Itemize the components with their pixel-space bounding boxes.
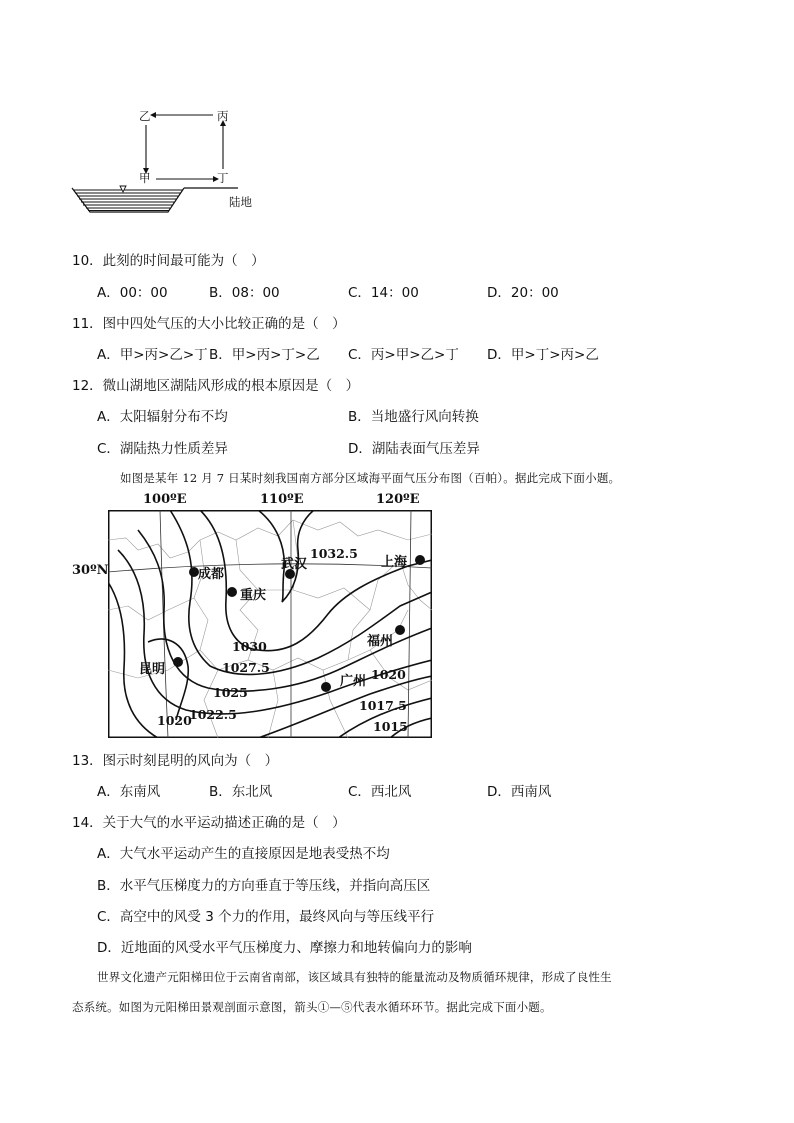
label-land: 陆地	[229, 195, 252, 209]
question-12-stem: 12．微山湖地区湖陆风形成的根本原因是（ ）	[72, 378, 360, 394]
city-label-kunming: 昆明	[139, 662, 166, 677]
question-11-option-b[interactable]: B．甲>丙>丁>乙	[209, 347, 320, 363]
question-14-option-a[interactable]: A．大气水平运动产生的直接原因是地表受热不均	[97, 846, 390, 862]
question-10-option-a[interactable]: A．00：00	[97, 285, 168, 301]
city-label-wuhan: 武汉	[281, 557, 308, 572]
label-bing: 丙	[217, 109, 229, 123]
question-11-option-a[interactable]: A．甲>丙>乙>丁	[97, 347, 208, 363]
isobar-label-1020-east: 1020	[371, 667, 406, 682]
city-label-guangzhou: 广州	[340, 674, 367, 689]
isobar-label-1025: 1025	[213, 685, 248, 700]
question-14-stem: 14．关于大气的水平运动描述正确的是（ ）	[72, 815, 346, 831]
question-13-option-a[interactable]: A．东南风	[97, 784, 161, 800]
city-label-chongqing: 重庆	[240, 588, 267, 603]
question-13-option-c[interactable]: C．西北风	[348, 784, 412, 800]
lon-label-100: 100ºE	[143, 492, 187, 507]
isobar-label-1027-5: 1027.5	[222, 660, 270, 675]
label-ding: 丁	[217, 171, 229, 185]
map-intro-text: 如图是某年 12 月 7 日某时刻我国南方部分区域海平面气压分布图（百帕）。据此完成下面小题。	[120, 471, 621, 485]
question-12-option-b[interactable]: B．当地盛行风向转换	[348, 409, 479, 425]
isobar-label-1020-west: 1020	[157, 713, 192, 728]
question-11-option-d[interactable]: D．甲>丁>丙>乙	[487, 347, 599, 363]
question-12-option-a[interactable]: A．太阳辐射分布不均	[97, 409, 228, 425]
terrace-intro-line-2: 态系统。如图为元阳梯田景观剖面示意图，箭头①—⑤代表水循环环节。据此完成下面小题。	[72, 1000, 552, 1014]
question-12-option-c[interactable]: C．湖陆热力性质差异	[97, 441, 228, 457]
terrace-intro-line-1: 世界文化遗产元阳梯田位于云南省南部，该区域具有独特的能量流动及物质循环规律，形成了良性生	[97, 970, 612, 984]
isobar-label-1022-5: 1022.5	[189, 707, 237, 722]
question-11-stem: 11．图中四处气压的大小比较正确的是（ ）	[72, 316, 346, 332]
lat-label-30n: 30ºN	[72, 563, 109, 578]
question-13-option-d[interactable]: D．西南风	[487, 784, 552, 800]
question-13-stem: 13．图示时刻昆明的风向为（ ）	[72, 753, 279, 769]
isobar-label-1032-5: 1032.5	[310, 546, 358, 561]
question-10-option-d[interactable]: D．20：00	[487, 285, 559, 301]
question-10-option-b[interactable]: B．08：00	[209, 285, 280, 301]
label-jia: 甲	[139, 171, 151, 185]
question-11-option-c[interactable]: C．丙>甲>乙>丁	[348, 347, 459, 363]
isobar-label-1017-5: 1017.5	[359, 698, 407, 713]
question-14-option-b[interactable]: B．水平气压梯度力的方向垂直于等压线，并指向高压区	[97, 878, 431, 894]
question-10-option-c[interactable]: C．14：00	[348, 285, 419, 301]
question-14-option-d[interactable]: D．近地面的风受水平气压梯度力、摩擦力和地转偏向力的影响	[97, 940, 472, 956]
question-13-option-b[interactable]: B．东北风	[209, 784, 273, 800]
lon-label-120: 120ºE	[376, 492, 420, 507]
question-14-option-c[interactable]: C．高空中的风受 3 个力的作用，最终风向与等压线平行	[97, 909, 435, 925]
city-label-chengdu: 成都	[198, 567, 225, 582]
label-yi: 乙	[139, 109, 151, 123]
isobar-label-1030: 1030	[232, 639, 267, 654]
city-label-shanghai: 上海	[381, 555, 408, 570]
city-label-fuzhou: 福州	[367, 634, 394, 649]
question-10-stem: 10．此刻的时间最可能为（ ）	[72, 253, 265, 269]
lon-label-110: 110ºE	[260, 492, 304, 507]
isobar-label-1015: 1015	[373, 719, 408, 734]
question-12-option-d[interactable]: D．湖陆表面气压差异	[348, 441, 480, 457]
